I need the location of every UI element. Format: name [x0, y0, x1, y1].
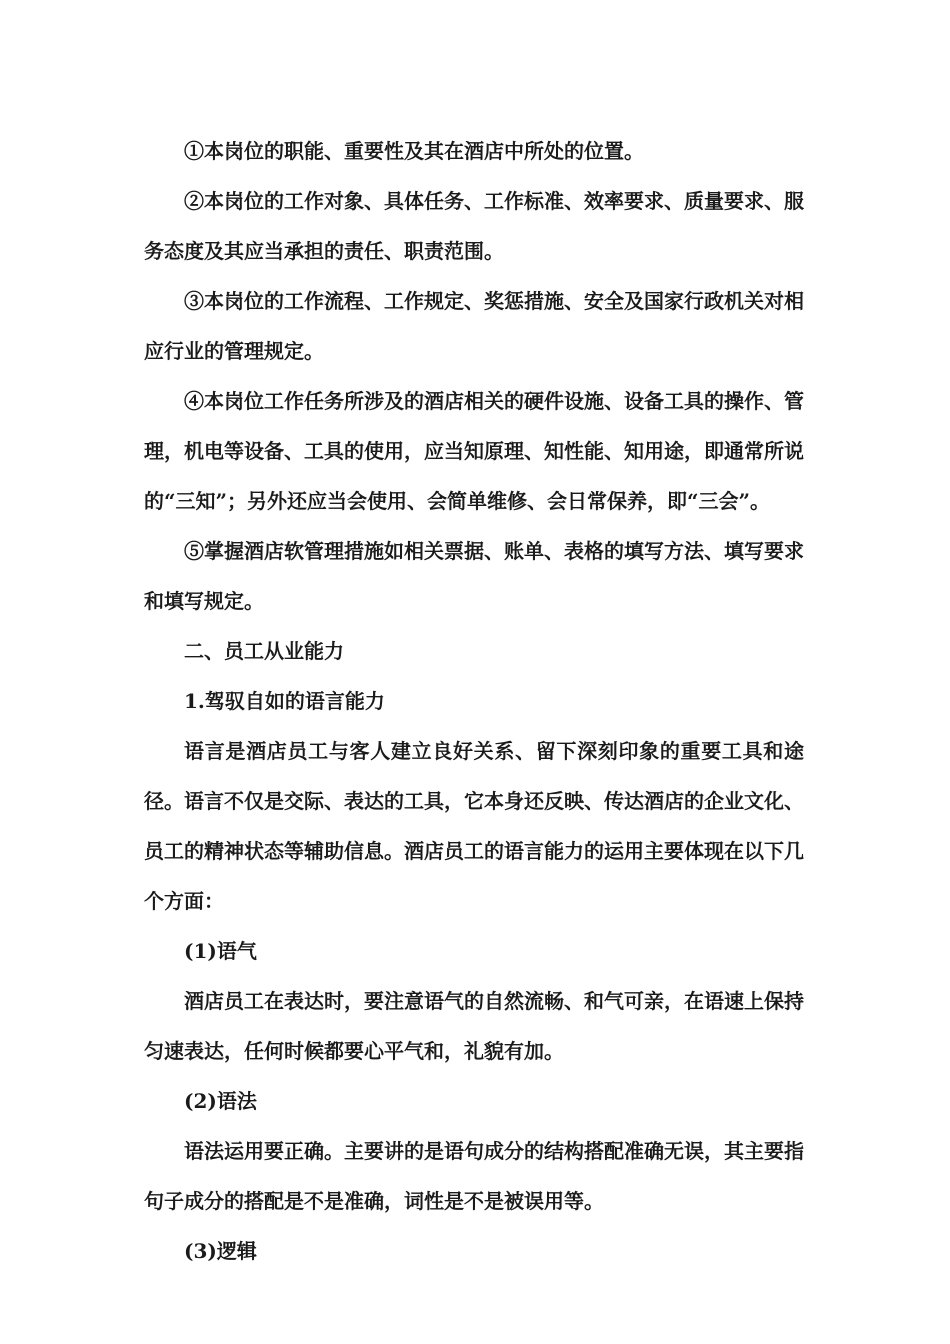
- body-paragraph-tone: 酒店员工在表达时，要注意语气的自然流畅、和气可亲，在语速上保持匀速表达，任何时候都要心平气和，礼貌有加。: [144, 989, 804, 1063]
- subheading-grammar: (2)语法: [184, 1089, 257, 1113]
- paragraph-item-5: ⑤掌握酒店软管理措施如相关票据、账单、表格的填写方法、填写要求和填写规定。: [144, 539, 804, 613]
- paragraph-item-3: ③本岗位的工作流程、工作规定、奖惩措施、安全及国家行政机关对相应行业的管理规定。: [144, 289, 804, 363]
- paragraph-item-4: ④本岗位工作任务所涉及的酒店相关的硬件设施、设备工具的操作、管理，机电等设备、工具的使用，应当知原理、知性能、知用途，即通常所说的“三知”；另外还应当会使用、会简单维修、会日常保养，即“三会”。: [144, 389, 804, 513]
- body-paragraph-grammar: 语法运用要正确。主要讲的是语句成分的结构搭配准确无误，其主要指句子成分的搭配是不是准确，词性是不是被误用等。: [144, 1139, 804, 1213]
- paragraph-item-2: ②本岗位的工作对象、具体任务、工作标准、效率要求、质量要求、服务态度及其应当承担的责任、职责范围。: [144, 189, 804, 263]
- section-heading: 二、员工从业能力: [184, 639, 344, 663]
- subheading-logic: (3)逻辑: [184, 1239, 257, 1263]
- document-body: [144, 126, 804, 1276]
- paragraph-item-1: ①本岗位的职能、重要性及其在酒店中所处的位置。: [184, 139, 644, 163]
- subheading-tone: (1)语气: [184, 939, 257, 963]
- body-paragraph-language: 语言是酒店员工与客人建立良好关系、留下深刻印象的重要工具和途径。语言不仅是交际、表达的工具，它本身还反映、传达酒店的企业文化、员工的精神状态等辅助信息。酒店员工的语言能力的运用主要体现在以下几个方面：: [144, 739, 804, 913]
- subsection-heading: 1.驾驭自如的语言能力: [184, 689, 385, 713]
